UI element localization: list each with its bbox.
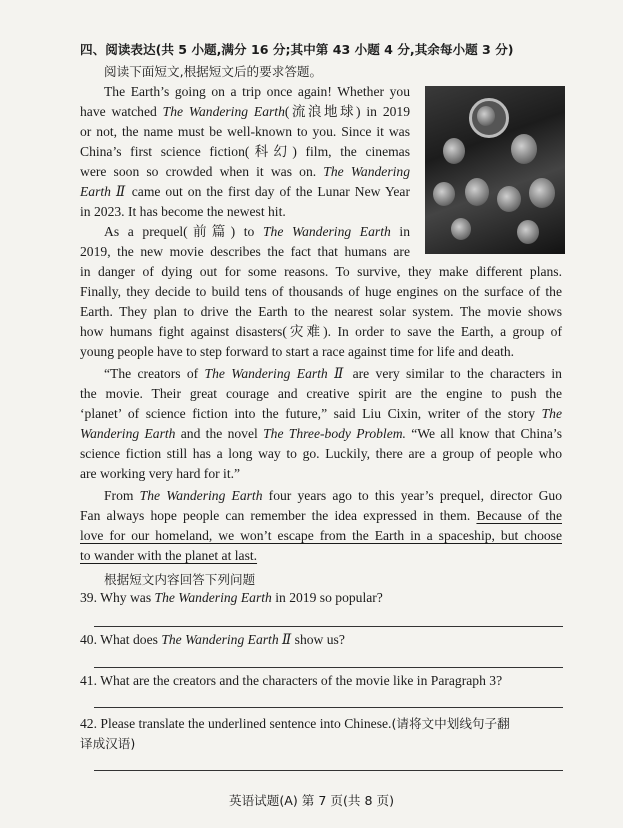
question-39: 39. Why was The Wandering Earth in 2019 so popular?	[80, 590, 383, 605]
passage-line: Fan always hope people can remember the idea expressed in them. Because of the	[80, 508, 562, 523]
poster-face	[465, 178, 489, 206]
question-42-cont: 译成汉语)	[80, 736, 136, 751]
passage-line: are working very hard for it.”	[80, 466, 241, 481]
passage-line: “The creators of The Wandering Earth Ⅱ are very similar to the characters in	[104, 366, 562, 381]
passage-line: young people have to step forward to start a race against time for life and death.	[80, 344, 515, 359]
passage-line: ‘planet’ of science fiction into the future,” said Liu Cixin, writer of the story The	[80, 406, 562, 421]
answer-line-40[interactable]	[94, 667, 563, 668]
poster-face	[433, 182, 455, 206]
passage-line: in 2023. It has become the newest hit.	[80, 204, 286, 219]
questions-instruction: 根据短文内容回答下列问题	[104, 572, 256, 587]
passage-line: the movie. Their great courage and creative spirit are the engine to push the	[80, 386, 562, 401]
passage-line: how humans fight against disasters(灾难). In order to save the Earth, a group of	[80, 324, 562, 339]
page-footer: 英语试题(A) 第 7 页(共 8 页)	[228, 793, 395, 808]
passage-line: From The Wandering Earth four years ago to this year’s prequel, director Guo	[104, 488, 563, 503]
passage-line: Earth Ⅱ came out on the first day of the Lunar New Year	[80, 184, 410, 199]
poster-face	[529, 178, 555, 208]
passage-line: were soon so crowded when it was on. The Wandering	[80, 164, 410, 179]
passage-line: or not, the name must be well-known to you. Since it was	[80, 124, 410, 139]
passage-line: have watched The Wandering Earth(流浪地球) in 2019	[80, 104, 411, 119]
section-intro: 阅读下面短文,根据短文后的要求答题。	[104, 64, 323, 79]
poster-face	[497, 186, 521, 212]
answer-line-39[interactable]	[94, 626, 563, 627]
passage-line: China’s first science fiction(科幻) film, the cinemas	[80, 144, 410, 159]
question-41: 41. What are the creators and the characters of the movie like in Paragraph 3?	[80, 673, 503, 688]
poster-face	[451, 218, 471, 240]
poster-face	[511, 134, 537, 164]
question-42: 42. Please translate the underlined sentence into Chinese.(请将文中划线句子翻	[80, 716, 510, 731]
poster-face	[517, 220, 539, 244]
passage-line: Wandering Earth and the novel The Three-body Problem. “We all know that China’s	[80, 426, 563, 441]
poster-face	[477, 106, 495, 126]
passage-line: in danger of dying out for some reasons. To survive, they make different plans.	[80, 264, 562, 279]
movie-poster-image	[425, 86, 565, 254]
question-40: 40. What does The Wandering Earth Ⅱ show us?	[80, 632, 345, 647]
section-heading: 四、阅读表达(共 5 小题,满分 16 分;其中第 43 小题 4 分,其余每小题 3 分)	[80, 42, 514, 57]
passage-line: Earth. They plan to drive the Earth to the nearest solar system. The movie shows	[80, 304, 562, 319]
passage-line: Finally, they decide to build tens of thousands of huge engines on the surface of the	[80, 284, 562, 299]
underlined-sentence: to wander with the planet at last.	[80, 548, 258, 563]
poster-face	[443, 138, 465, 164]
underlined-sentence: love for our homeland, we won’t escape from the Earth in a spaceship, but choose	[80, 528, 562, 543]
passage-line: science fiction still has a long way to go. Luckily, there are a group of people who	[80, 446, 562, 461]
answer-line-41[interactable]	[94, 707, 563, 708]
underlined-sentence: Because of the	[476, 508, 562, 523]
passage-line: 2019, the new movie describes the fact that humans are	[80, 244, 410, 259]
passage-line: The Earth’s going on a trip once again! Whether you	[104, 84, 410, 99]
passage-line: As a prequel(前篇) to The Wandering Earth in	[104, 224, 410, 239]
answer-line-42[interactable]	[94, 770, 563, 771]
